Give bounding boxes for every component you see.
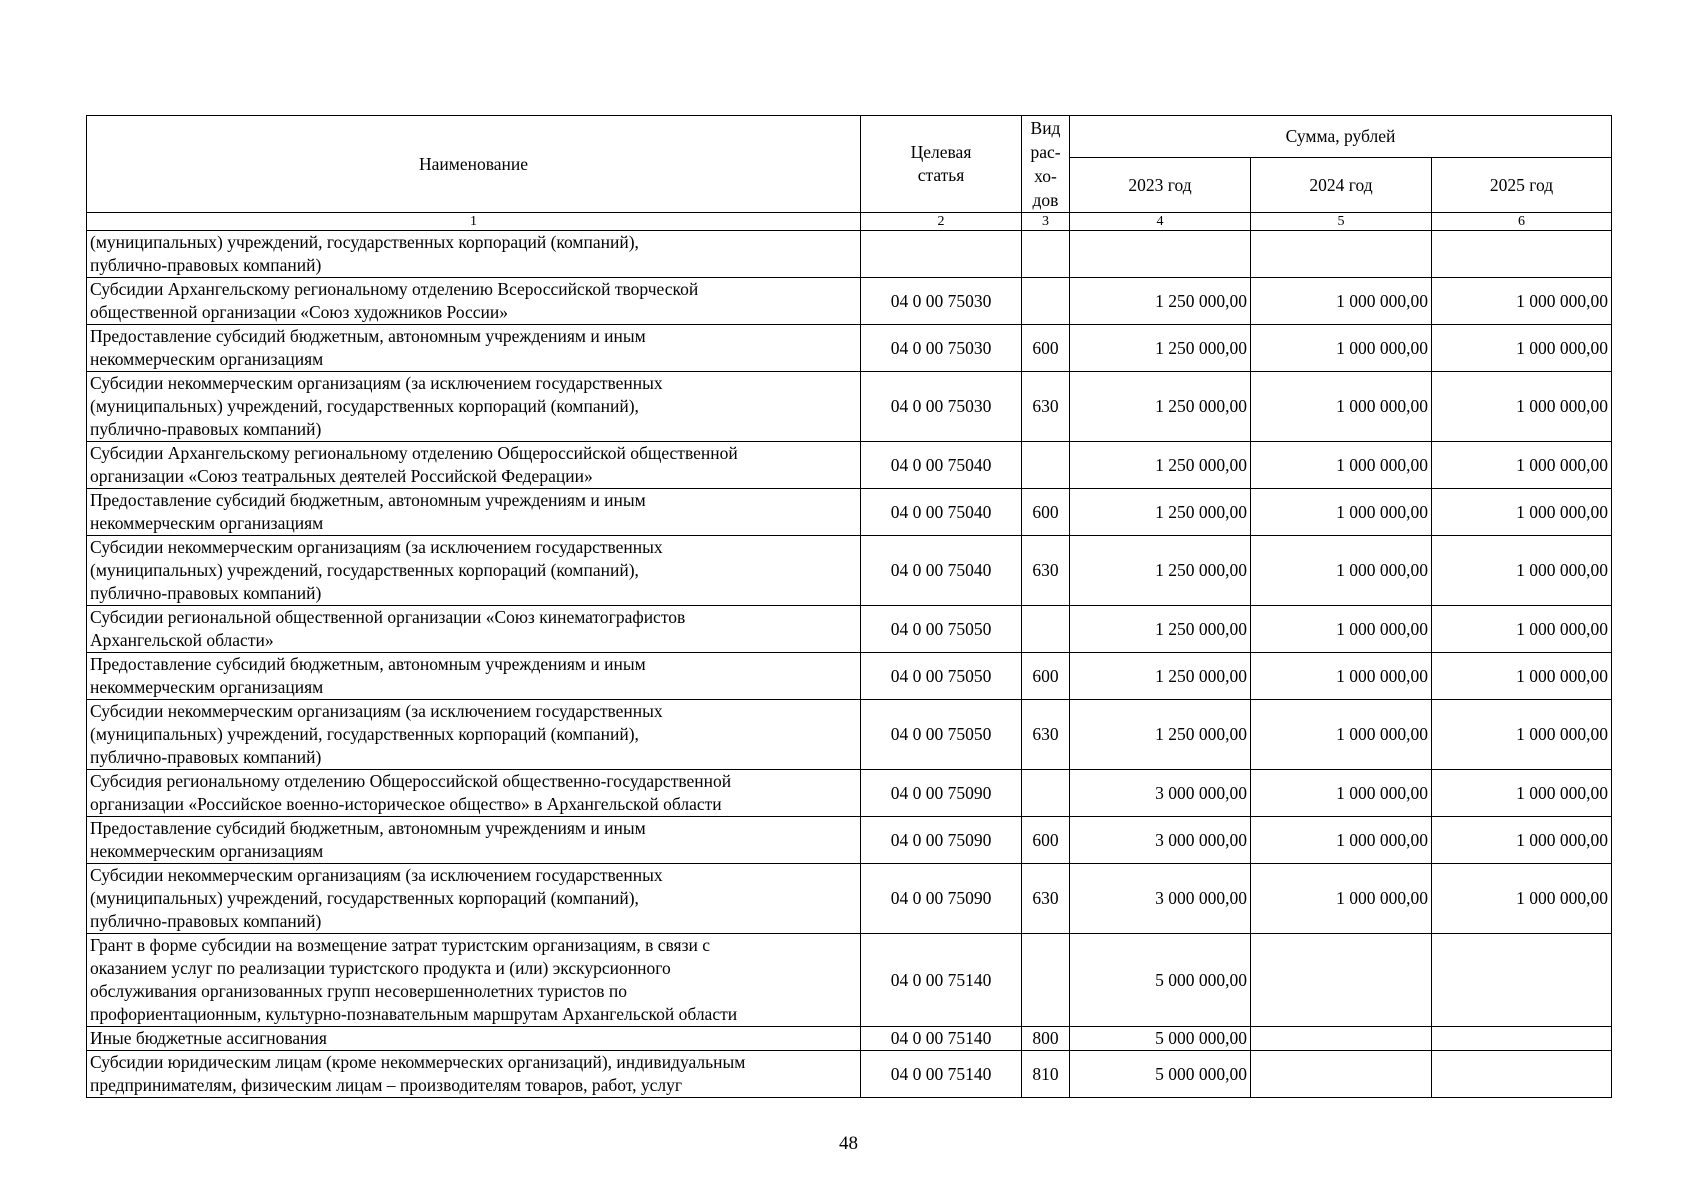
cell-name-line: (муниципальных) учреждений, государственных корпораций (компаний), [90,232,639,252]
cell-sum-2024: 1 000 000,00 [1251,770,1432,817]
cell-name-line: (муниципальных) учреждений, государственных корпораций (компаний), [90,888,639,908]
table-row [87,231,1612,278]
cell-name-line: Грант в форме субсидии на возмещение затрат туристским организациям, в связи с [90,935,711,955]
cell-name-line: некоммерческим организациям [90,841,324,861]
cell-name-line: Субсидии региональной общественной организации «Союз кинематографистов [90,607,686,627]
cell-sum-2024: 1 000 000,00 [1251,325,1432,372]
cell-sum-2025 [1432,1051,1612,1098]
header-expense-type-l1: Вид [1030,118,1061,138]
header-expense-type-l4: дов [1032,190,1059,210]
cell-expense-type: 810 [1022,1051,1070,1098]
header-name: Наименование [87,116,861,213]
cell-name-line: предпринимателям, физическим лицам – производителям товаров, работ, услуг [90,1075,683,1095]
cell-sum-2025 [1432,1027,1612,1051]
cell-name [87,231,861,278]
cell-sum-2024 [1251,934,1432,1027]
cell-name-line: Субсидия региональному отделению Общероссийской общественно-государственной [90,771,732,791]
table-row [87,372,1612,442]
header-sum: Сумма, рублей [1070,116,1612,158]
cell-sum-2024: 1 000 000,00 [1251,864,1432,934]
column-number-row [87,213,1612,231]
cell-name-line: Субсидии Архангельскому региональному отделению Общероссийской общественной [90,443,738,463]
cell-sum-2024: 1 000 000,00 [1251,278,1432,325]
table-row [87,700,1612,770]
cell-sum-2023: 1 250 000,00 [1070,489,1251,536]
cell-target-article: 04 0 00 75140 [861,1027,1022,1051]
cell-sum-2023: 5 000 000,00 [1070,1051,1251,1098]
table-row [87,442,1612,489]
cell-sum-2025: 1 000 000,00 [1432,700,1612,770]
cell-sum-2024: 1 000 000,00 [1251,606,1432,653]
cell-sum-2023: 5 000 000,00 [1070,1027,1251,1051]
cell-sum-2023 [1070,231,1251,278]
cell-expense-type [1022,606,1070,653]
table-header [87,116,1612,231]
column-number: 1 [87,213,861,231]
cell-name-line: Предоставление субсидий бюджетным, автономным учреждениям и иным [90,818,646,838]
cell-sum-2023: 1 250 000,00 [1070,536,1251,606]
cell-sum-2024: 1 000 000,00 [1251,536,1432,606]
cell-expense-type [1022,442,1070,489]
cell-name-line: оказанием услуг по реализации туристского продукта и (или) экскурсионного [90,958,671,978]
cell-name-line: публично-правовых компаний) [90,583,322,603]
cell-sum-2023: 1 250 000,00 [1070,700,1251,770]
cell-sum-2023: 1 250 000,00 [1070,278,1251,325]
header-target-article-line1: Целевая [910,142,972,162]
cell-name-line: (муниципальных) учреждений, государственных корпораций (компаний), [90,560,639,580]
cell-sum-2023: 1 250 000,00 [1070,372,1251,442]
header-expense-type [1022,116,1070,213]
cell-sum-2024: 1 000 000,00 [1251,489,1432,536]
cell-sum-2025: 1 000 000,00 [1432,325,1612,372]
cell-name-line: Архангельской области» [90,630,274,650]
table-body [87,231,1612,1098]
cell-name-line: некоммерческим организациям [90,349,324,369]
table-row [87,325,1612,372]
cell-target-article: 04 0 00 75090 [861,770,1022,817]
cell-sum-2025: 1 000 000,00 [1432,278,1612,325]
cell-name-line: Субсидии некоммерческим организациям (за исключением государственных [90,537,663,557]
cell-sum-2025: 1 000 000,00 [1432,536,1612,606]
cell-sum-2024: 1 000 000,00 [1251,817,1432,864]
cell-expense-type: 600 [1022,817,1070,864]
table-row [87,934,1612,1027]
cell-name-line: некоммерческим организациям [90,513,324,533]
table-row [87,1051,1612,1098]
cell-sum-2024 [1251,1027,1432,1051]
cell-name [87,278,861,325]
cell-name-line: обслуживания организованных групп несовершеннолетних туристов по [90,981,628,1001]
cell-name [87,606,861,653]
table-row [87,606,1612,653]
cell-name-line: Субсидии некоммерческим организациям (за исключением государственных [90,373,663,393]
cell-name [87,1051,861,1098]
cell-name-line: Предоставление субсидий бюджетным, автономным учреждениям и иным [90,654,646,674]
cell-expense-type: 600 [1022,325,1070,372]
cell-sum-2025: 1 000 000,00 [1432,770,1612,817]
cell-target-article: 04 0 00 75040 [861,442,1022,489]
cell-name-line: Субсидии юридическим лицам (кроме некоммерческих организаций), индивидуальным [90,1052,746,1072]
cell-name-line: общественной организации «Союз художников России» [90,302,509,322]
header-year-2023: 2023 год [1070,158,1251,213]
cell-sum-2025: 1 000 000,00 [1432,372,1612,442]
cell-name-line: некоммерческим организациям [90,677,324,697]
cell-name [87,864,861,934]
cell-name-line: Предоставление субсидий бюджетным, автономным учреждениям и иным [90,490,646,510]
cell-target-article [861,231,1022,278]
cell-target-article: 04 0 00 75050 [861,700,1022,770]
cell-name [87,700,861,770]
cell-sum-2023: 3 000 000,00 [1070,864,1251,934]
header-target-article-line2: статья [917,165,965,185]
cell-sum-2023: 1 250 000,00 [1070,325,1251,372]
page-number: 48 [839,1133,858,1154]
cell-name-line: публично-правовых компаний) [90,419,322,439]
header-expense-type-l3: хо- [1034,166,1057,186]
cell-name [87,1027,861,1051]
cell-name-line: Иные бюджетные ассигнования [90,1028,327,1048]
cell-name [87,372,861,442]
cell-target-article: 04 0 00 75030 [861,278,1022,325]
cell-name-line: Субсидии Архангельскому региональному отделению Всероссийской творческой [90,279,699,299]
cell-expense-type [1022,278,1070,325]
cell-sum-2023: 1 250 000,00 [1070,606,1251,653]
table-row [87,278,1612,325]
table-row [87,817,1612,864]
table-row [87,536,1612,606]
cell-expense-type: 630 [1022,700,1070,770]
cell-expense-type [1022,934,1070,1027]
cell-sum-2025 [1432,934,1612,1027]
cell-name-line: Предоставление субсидий бюджетным, автономным учреждениям и иным [90,326,646,346]
cell-name-line: (муниципальных) учреждений, государственных корпораций (компаний), [90,724,639,744]
cell-sum-2025: 1 000 000,00 [1432,864,1612,934]
cell-sum-2024: 1 000 000,00 [1251,653,1432,700]
cell-sum-2025 [1432,231,1612,278]
table-row [87,864,1612,934]
budget-table [86,115,1612,1098]
cell-sum-2024: 1 000 000,00 [1251,372,1432,442]
table-row [87,653,1612,700]
cell-name [87,934,861,1027]
cell-name [87,653,861,700]
cell-name [87,442,861,489]
cell-sum-2025: 1 000 000,00 [1432,489,1612,536]
cell-sum-2025: 1 000 000,00 [1432,817,1612,864]
cell-sum-2024 [1251,231,1432,278]
cell-expense-type: 630 [1022,372,1070,442]
cell-target-article: 04 0 00 75050 [861,606,1022,653]
cell-expense-type: 600 [1022,489,1070,536]
cell-name [87,325,861,372]
cell-target-article: 04 0 00 75030 [861,372,1022,442]
cell-name [87,770,861,817]
cell-expense-type: 630 [1022,536,1070,606]
cell-sum-2024: 1 000 000,00 [1251,442,1432,489]
cell-name [87,536,861,606]
cell-sum-2023: 3 000 000,00 [1070,817,1251,864]
cell-sum-2024 [1251,1051,1432,1098]
cell-name-line: профориентационным, культурно-познавательным маршрутам Архангельской области [90,1004,738,1024]
header-year-2025: 2025 год [1432,158,1612,213]
cell-name-line: Субсидии некоммерческим организациям (за исключением государственных [90,701,663,721]
column-number: 5 [1251,213,1432,231]
cell-target-article: 04 0 00 75140 [861,1051,1022,1098]
cell-name [87,489,861,536]
cell-target-article: 04 0 00 75050 [861,653,1022,700]
cell-target-article: 04 0 00 75090 [861,864,1022,934]
header-expense-type-l2: рас- [1030,142,1061,162]
cell-sum-2024: 1 000 000,00 [1251,700,1432,770]
cell-name-line: Субсидии некоммерческим организациям (за исключением государственных [90,865,663,885]
cell-expense-type: 600 [1022,653,1070,700]
table-row [87,770,1612,817]
cell-sum-2023: 3 000 000,00 [1070,770,1251,817]
column-number: 3 [1022,213,1070,231]
cell-target-article: 04 0 00 75040 [861,489,1022,536]
cell-expense-type: 630 [1022,864,1070,934]
cell-name-line: организации «Российское военно-историческое общество» в Архангельской области [90,794,722,814]
cell-name-line: публично-правовых компаний) [90,255,322,275]
cell-name-line: публично-правовых компаний) [90,911,322,931]
cell-target-article: 04 0 00 75140 [861,934,1022,1027]
column-number: 2 [861,213,1022,231]
header-target-article [861,116,1022,213]
cell-target-article: 04 0 00 75090 [861,817,1022,864]
cell-expense-type [1022,770,1070,817]
cell-sum-2023: 1 250 000,00 [1070,653,1251,700]
cell-expense-type [1022,231,1070,278]
cell-name [87,817,861,864]
cell-expense-type: 800 [1022,1027,1070,1051]
table-row [87,1027,1612,1051]
column-number: 6 [1432,213,1612,231]
table-row [87,489,1612,536]
cell-sum-2025: 1 000 000,00 [1432,442,1612,489]
cell-target-article: 04 0 00 75030 [861,325,1022,372]
cell-sum-2023: 5 000 000,00 [1070,934,1251,1027]
cell-sum-2023: 1 250 000,00 [1070,442,1251,489]
cell-name-line: публично-правовых компаний) [90,747,322,767]
header-year-2024: 2024 год [1251,158,1432,213]
column-number: 4 [1070,213,1251,231]
cell-name-line: организации «Союз театральных деятелей Российской Федерации» [90,466,593,486]
cell-target-article: 04 0 00 75040 [861,536,1022,606]
cell-sum-2025: 1 000 000,00 [1432,653,1612,700]
cell-sum-2025: 1 000 000,00 [1432,606,1612,653]
cell-name-line: (муниципальных) учреждений, государственных корпораций (компаний), [90,396,639,416]
